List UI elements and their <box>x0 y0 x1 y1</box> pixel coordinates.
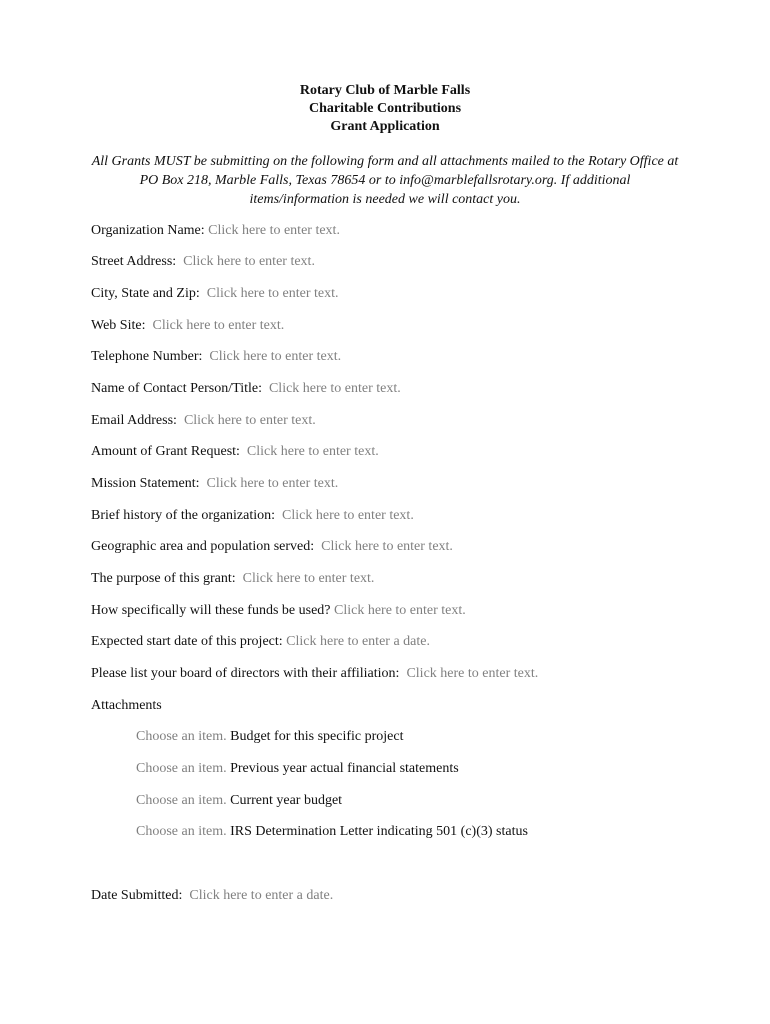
field-start-date <box>91 633 430 651</box>
doc-subtitle: Charitable Contributions <box>308 101 462 116</box>
field-contact-person <box>91 380 401 398</box>
choose-item-dropdown[interactable]: Choose an item. <box>136 761 227 776</box>
attachment-item <box>136 728 404 746</box>
text-input[interactable]: Click here to enter text. <box>183 413 316 428</box>
field-board-directors <box>91 665 538 683</box>
doc-title: Grant Application <box>330 119 440 134</box>
field-street-address <box>91 253 315 271</box>
intro-line-3: items/information is needed we will contact you. <box>249 192 521 207</box>
field-funds-use <box>91 602 466 620</box>
choose-item-dropdown[interactable]: Choose an item. <box>136 729 227 744</box>
field-grant-purpose <box>91 570 374 588</box>
attachment-label: Budget for this specific project <box>230 729 404 744</box>
text-input[interactable]: Click here to enter text. <box>152 318 285 333</box>
attachment-item <box>136 823 528 841</box>
field-label: How specifically will these funds be used? <box>91 603 331 618</box>
attachment-label: Previous year actual financial statements <box>230 761 459 776</box>
text-input[interactable]: Click here to enter text. <box>321 539 453 554</box>
text-input[interactable]: Click here to enter text. <box>183 254 315 269</box>
text-input[interactable]: Click here to enter text. <box>268 381 401 396</box>
text-input[interactable]: Click here to enter text. <box>406 666 539 681</box>
field-label: Telephone Number: <box>91 349 203 364</box>
org-title: Rotary Club of Marble Falls <box>299 83 471 98</box>
text-input[interactable]: Click here to enter text. <box>282 508 414 523</box>
text-input[interactable]: Click here to enter text. <box>206 286 339 301</box>
choose-item-dropdown[interactable]: Choose an item. <box>136 824 227 839</box>
field-org-history <box>91 507 414 525</box>
field-grant-amount <box>91 443 379 461</box>
field-label: Web Site: <box>91 318 146 333</box>
intro-line-1: All Grants MUST be submitting on the following form and all attachments mailed to the Rotary Office at <box>91 154 679 169</box>
text-input[interactable]: Click here to enter text. <box>206 476 339 491</box>
field-label: Name of Contact Person/Title: <box>91 381 262 396</box>
field-label: Email Address: <box>91 413 177 428</box>
field-date-submitted <box>91 887 333 905</box>
field-geographic-area <box>91 538 453 556</box>
field-label: Mission Statement: <box>91 476 200 491</box>
field-telephone <box>91 348 341 366</box>
field-label: The purpose of this grant: <box>91 571 236 586</box>
attachment-item <box>136 792 342 810</box>
field-mission-statement <box>91 475 338 493</box>
field-city-state-zip <box>91 285 339 303</box>
text-input[interactable]: Click here to enter text. <box>242 571 375 586</box>
date-input[interactable]: Click here to enter a date. <box>189 888 334 903</box>
attachment-label: Current year budget <box>230 793 343 808</box>
field-label: Street Address: <box>91 254 177 269</box>
field-label: Geographic area and population served: <box>91 539 315 554</box>
field-label: Date Submitted: <box>91 888 183 903</box>
field-label: Expected start date of this project: <box>91 634 283 649</box>
field-label: Organization Name: <box>91 223 205 238</box>
date-input[interactable]: Click here to enter a date. <box>286 634 430 649</box>
field-organization-name <box>91 222 340 240</box>
attachment-label: IRS Determination Letter indicating 501 (c)(3) status <box>230 824 528 839</box>
choose-item-dropdown[interactable]: Choose an item. <box>136 793 227 808</box>
field-web-site <box>91 317 284 335</box>
field-label: City, State and Zip: <box>91 286 200 301</box>
attachments-heading: Attachments <box>91 698 162 713</box>
attachment-item <box>136 760 459 778</box>
text-input[interactable]: Click here to enter text. <box>208 223 340 238</box>
text-input[interactable]: Click here to enter text. <box>209 349 342 364</box>
intro-line-2: PO Box 218, Marble Falls, Texas 78654 or to info@marblefallsrotary.org. If additional <box>139 173 631 188</box>
text-input[interactable]: Click here to enter text. <box>246 444 379 459</box>
field-label: Please list your board of directors with their affiliation: <box>91 666 400 681</box>
field-label: Brief history of the organization: <box>91 508 276 523</box>
field-label: Amount of Grant Request: <box>91 444 240 459</box>
text-input[interactable]: Click here to enter text. <box>334 603 466 618</box>
field-email <box>91 412 316 430</box>
